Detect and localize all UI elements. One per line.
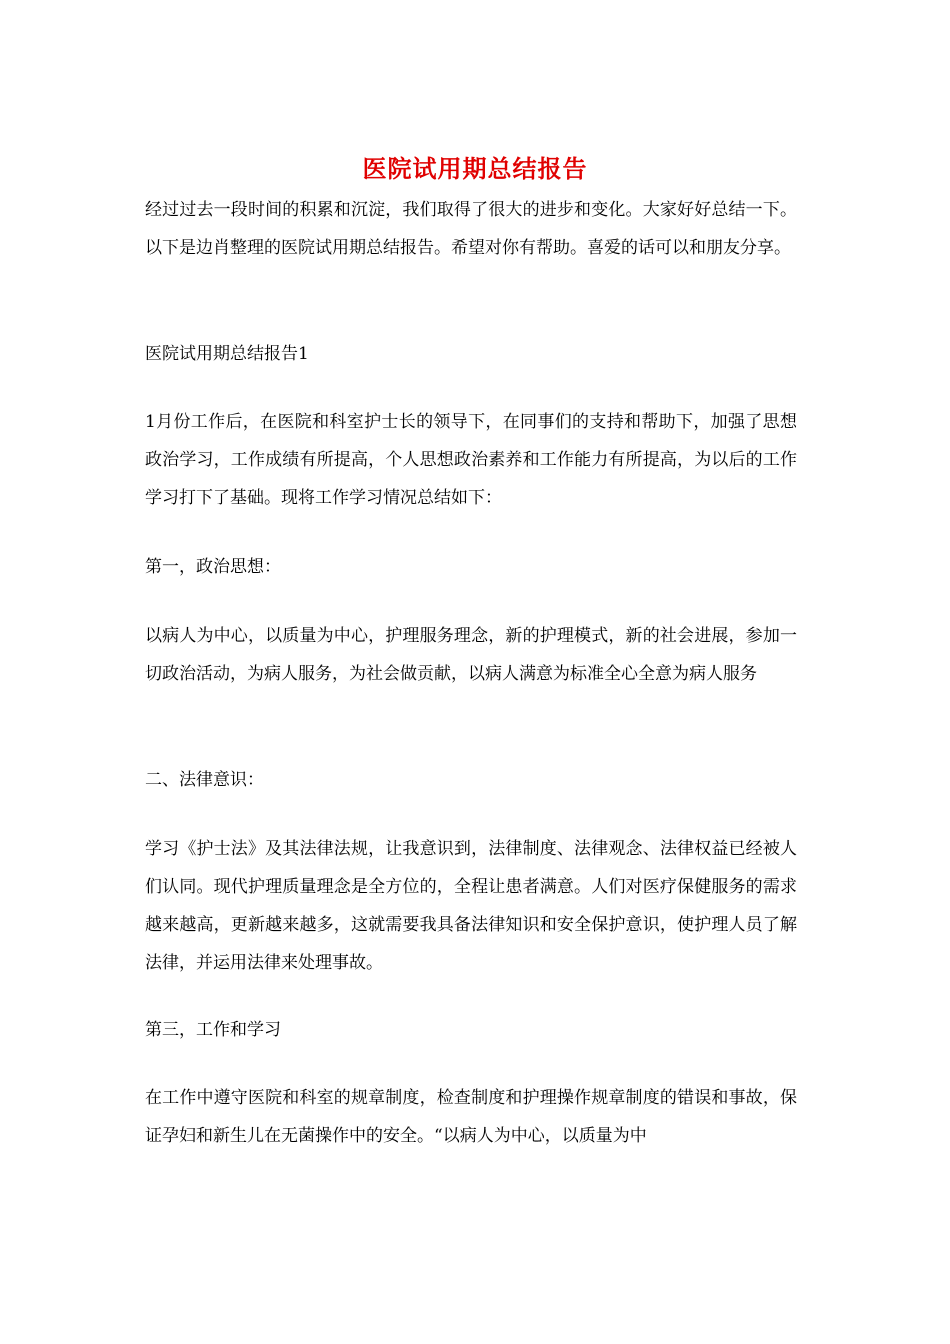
intro-paragraph: 经过过去一段时间的积累和沉淀，我们取得了很大的进步和变化。大家好好总结一下。以下是边肖整理的医院试用期总结报告。希望对你有帮助。喜爱的话可以和朋友分享。	[145, 200, 797, 258]
politics-paragraph: 以病人为中心，以质量为中心，护理服务理念，新的护理模式，新的社会进展，参加一切政治活动，为病人服务，为社会做贡献，以病人满意为标准全心全意为病人服务	[145, 626, 797, 684]
section-heading-work: 第三，工作和学习	[145, 1020, 281, 1040]
law-paragraph: 学习《护士法》及其法律法规，让我意识到，法律制度、法律观念、法律权益已经被人们认同。现代护理质量理念是全方位的，全程让患者满意。人们对医疗保健服务的需求越来越高，更新越来越多，这就需要我具备法律知识和安全保护意识，使护理人员了解法律，并运用法律来处理事故。	[145, 839, 797, 973]
work-paragraph: 在工作中遵守医院和科室的规章制度，检查制度和护理操作规章制度的错误和事故，保证孕妇和新生儿在无菌操作中的安全。“以病人为中心，以质量为中	[145, 1088, 797, 1146]
section-heading-law: 二、法律意识：	[145, 770, 264, 790]
section-heading-politics: 第一，政治思想：	[145, 557, 281, 577]
report-paragraph: 1月份工作后，在医院和科室护士长的领导下，在同事们的支持和帮助下，加强了思想政治学习，工作成绩有所提高，个人思想政治素养和工作能力有所提高，为以后的工作学习打下了基础。现将工作学习情况总结如下：	[145, 412, 797, 508]
document-title: 医院试用期总结报告	[362, 154, 588, 183]
section-heading-report-1: 医院试用期总结报告1	[145, 344, 309, 364]
